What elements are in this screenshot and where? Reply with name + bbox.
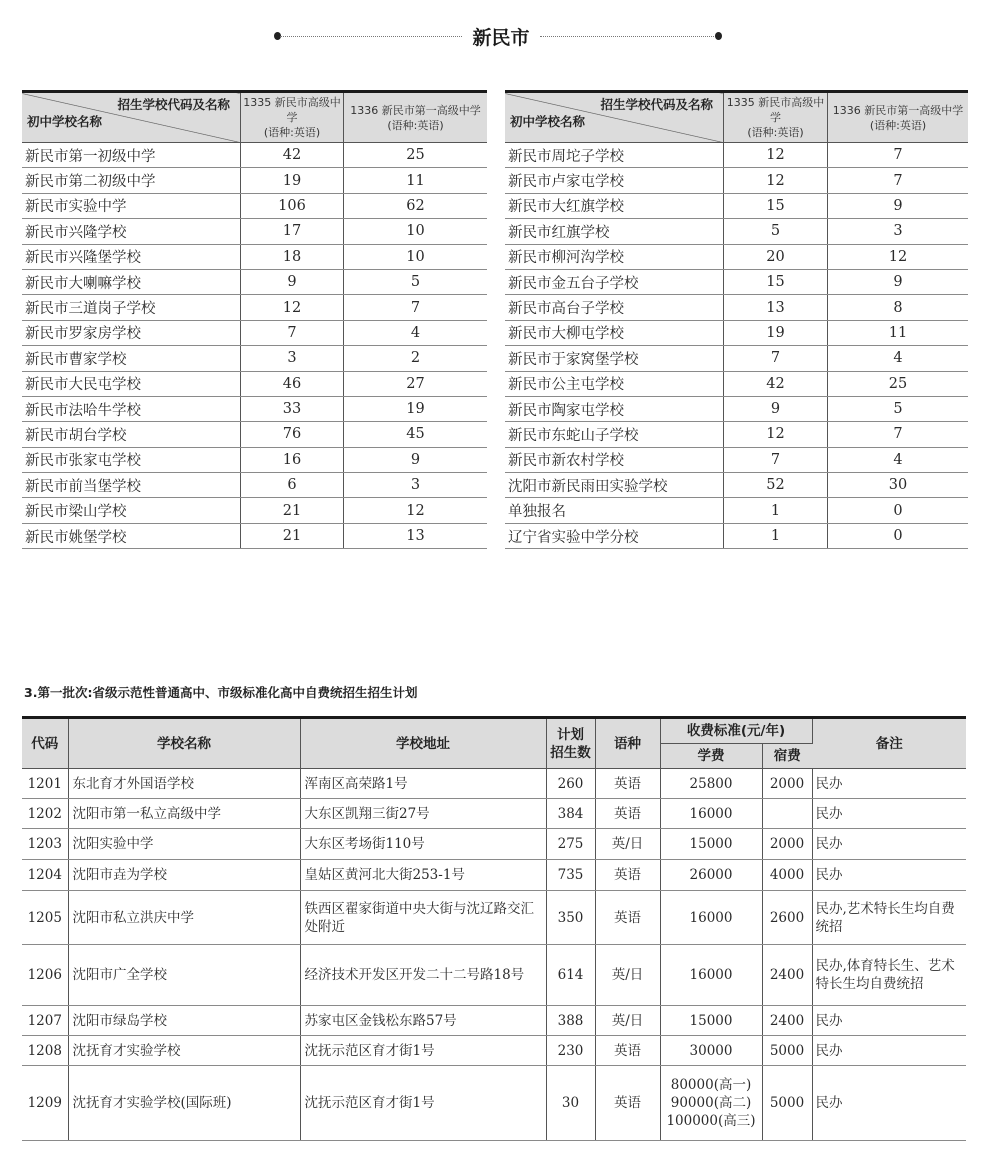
table-row (22, 371, 487, 396)
table-row (22, 769, 966, 799)
language-cell: 英/日 (595, 945, 660, 1006)
table-row (22, 860, 966, 891)
table-row (22, 447, 487, 472)
school-name-cell: 新民市周坨子学校 (505, 143, 724, 168)
header-junior-school: 初中学校名称 (510, 114, 586, 129)
remark-cell: 民办 (812, 1066, 966, 1141)
table-row (22, 799, 966, 829)
language-cell: 英语 (595, 769, 660, 799)
quota-1336-cell: 11 (344, 168, 488, 193)
quota-1336-cell: 12 (828, 244, 969, 269)
address-cell: 沈抚示范区育才街1号 (300, 1036, 546, 1066)
table-row (22, 473, 487, 498)
quota-1336-cell: 7 (828, 143, 969, 168)
quota-1335-cell: 3 (241, 346, 344, 371)
header-junior-school: 初中学校名称 (27, 114, 103, 129)
school-name-cell: 新民市于家窝堡学校 (505, 346, 724, 371)
quota-1336-cell: 10 (344, 244, 488, 269)
table-row (22, 498, 487, 523)
school-name-cell: 新民市新农村学校 (505, 447, 724, 472)
quota-1336-cell: 30 (828, 473, 969, 498)
enrollment-table-right (505, 90, 968, 549)
table-row (22, 422, 487, 447)
quota-1336-cell: 3 (828, 219, 969, 244)
table-row (22, 193, 487, 218)
school-name-cell: 新民市前当堡学校 (22, 473, 241, 498)
quota-1336-cell: 5 (344, 269, 488, 294)
quota-1335-cell: 5 (724, 219, 828, 244)
quota-1335-cell: 16 (241, 447, 344, 472)
table-row (22, 829, 966, 860)
table-row (22, 295, 487, 320)
school-name-cell: 单独报名 (505, 498, 724, 523)
quota-1335-cell: 13 (724, 295, 828, 320)
school-name-cell: 沈抚育才实验学校(国际班) (68, 1066, 300, 1141)
tuition-value: 15000 (689, 836, 733, 852)
plan-count-cell: 230 (546, 1036, 595, 1066)
header-dorm: 宿费 (762, 744, 812, 769)
table-row (22, 269, 487, 294)
quota-1336-cell: 8 (828, 295, 969, 320)
table-row (505, 219, 968, 244)
language-cell: 英语 (595, 1036, 660, 1066)
quota-1336-cell: 0 (828, 523, 969, 548)
diagonal-header-cell (505, 92, 724, 143)
plan-count-cell: 735 (546, 860, 595, 891)
school-name-cell: 新民市胡台学校 (22, 422, 241, 447)
dorm-fee-cell: 2400 (762, 945, 812, 1006)
header-plan-line2: 招生数 (550, 744, 591, 761)
school-name-cell: 新民市梁山学校 (22, 498, 241, 523)
remark-cell: 民办 (812, 860, 966, 891)
quota-1336-cell: 4 (344, 320, 488, 345)
table-row (505, 396, 968, 421)
language-cell: 英语 (595, 891, 660, 945)
quota-1336-cell: 7 (344, 295, 488, 320)
dotted-divider (540, 36, 716, 37)
school-name-cell: 新民市第一初级中学 (22, 143, 241, 168)
quota-1335-cell: 76 (241, 422, 344, 447)
quota-1336-cell: 10 (344, 219, 488, 244)
school-name-cell: 沈阳市私立洪庆中学 (68, 891, 300, 945)
dorm-fee-cell: 2000 (762, 769, 812, 799)
school-name-cell: 沈阳市第一私立高级中学 (68, 799, 300, 829)
address-cell: 苏家屯区金钱松东路57号 (300, 1006, 546, 1036)
table-row (505, 143, 968, 168)
quota-1336-cell: 11 (828, 320, 969, 345)
dorm-fee-cell: 2400 (762, 1006, 812, 1036)
school-name-cell: 沈阳市广全学校 (68, 945, 300, 1006)
header-1336-name: 1336 新民市第一高级中学 (350, 103, 481, 117)
table-row (22, 1036, 966, 1066)
school-name-cell: 新民市曹家学校 (22, 346, 241, 371)
school-name-cell: 新民市陶家屯学校 (505, 396, 724, 421)
quota-1336-cell: 13 (344, 523, 488, 548)
plan-count-cell: 614 (546, 945, 595, 1006)
code-cell: 1208 (22, 1036, 68, 1066)
quota-1336-cell: 25 (344, 143, 488, 168)
dorm-fee-cell: 2000 (762, 829, 812, 860)
remark-cell: 民办 (812, 799, 966, 829)
quota-1335-cell: 17 (241, 219, 344, 244)
plan-count-cell: 30 (546, 1066, 595, 1141)
address-cell: 皇姑区黄河北大街253-1号 (300, 860, 546, 891)
table-row (22, 168, 487, 193)
school-name-cell: 新民市大红旗学校 (505, 193, 724, 218)
quota-1336-cell: 19 (344, 396, 488, 421)
tuition-cell (660, 1066, 762, 1141)
address-cell: 大东区考场街110号 (300, 829, 546, 860)
code-cell: 1205 (22, 891, 68, 945)
remark-cell: 民办,体育特长生、艺术特长生均自费统招 (812, 945, 966, 1006)
plan-count-cell: 388 (546, 1006, 595, 1036)
header-recruiting-school: 招生学校代码及名称 (600, 97, 713, 112)
table-row (22, 396, 487, 421)
quota-1336-cell: 7 (828, 422, 969, 447)
tuition-cell (660, 945, 762, 1006)
table-row (22, 945, 966, 1006)
school-name-cell: 新民市大民屯学校 (22, 371, 241, 396)
remark-cell: 民办 (812, 1036, 966, 1066)
header-1336-language: (语种:英语) (869, 118, 927, 132)
quota-1335-cell: 21 (241, 523, 344, 548)
quota-1335-cell: 6 (241, 473, 344, 498)
table-row (505, 193, 968, 218)
tuition-value: 25800 (689, 775, 733, 792)
school-name-cell: 东北育才外国语学校 (68, 769, 300, 799)
table-row (22, 320, 487, 345)
language-cell: 英语 (595, 799, 660, 829)
quota-1335-cell: 7 (241, 320, 344, 345)
tuition-value: 100000(高三) (666, 1113, 756, 1129)
quota-1336-cell: 3 (344, 473, 488, 498)
school-name-cell: 新民市红旗学校 (505, 219, 724, 244)
code-cell: 1206 (22, 945, 68, 1006)
remark-cell: 民办 (812, 1006, 966, 1036)
header-1336-name: 1336 新民市第一高级中学 (832, 103, 964, 117)
school-name-cell: 沈阳市垚为学校 (68, 860, 300, 891)
table-row (22, 143, 487, 168)
header-fee-group: 收费标准(元/年) (660, 718, 812, 744)
language-cell: 英/日 (595, 829, 660, 860)
bullet-dot-icon (715, 32, 722, 40)
address-cell: 经济技术开发区开发二十二号路18号 (300, 945, 546, 1006)
tuition-cell (660, 891, 762, 945)
school-name-cell: 沈阳市新民雨田实验学校 (505, 473, 724, 498)
table-row (505, 168, 968, 193)
tuition-cell (660, 860, 762, 891)
code-cell: 1209 (22, 1066, 68, 1141)
header-1336 (344, 92, 488, 143)
quota-1335-cell: 9 (724, 396, 828, 421)
tuition-cell (660, 1036, 762, 1066)
quota-1336-cell: 27 (344, 371, 488, 396)
dotted-divider (280, 36, 462, 37)
school-name-cell: 新民市兴隆学校 (22, 219, 241, 244)
table-row (505, 473, 968, 498)
tuition-value: 16000 (689, 909, 733, 926)
code-cell: 1207 (22, 1006, 68, 1036)
school-name-cell: 新民市兴隆堡学校 (22, 244, 241, 269)
quota-1336-cell: 4 (828, 346, 969, 371)
address-cell: 浑南区高荣路1号 (300, 769, 546, 799)
school-name-cell: 沈阳市绿岛学校 (68, 1006, 300, 1036)
header-plan (546, 718, 595, 769)
plan-count-cell: 384 (546, 799, 595, 829)
header-1336-language: (语种:英语) (387, 118, 444, 132)
header-1336 (828, 92, 969, 143)
table-row (505, 346, 968, 371)
table-row (22, 523, 487, 548)
dorm-fee-cell: 5000 (762, 1036, 812, 1066)
remark-cell: 民办,艺术特长生均自费统招 (812, 891, 966, 945)
school-name-cell: 新民市柳河沟学校 (505, 244, 724, 269)
plan-count-cell: 275 (546, 829, 595, 860)
dorm-fee-cell (762, 799, 812, 829)
tuition-value: 26000 (689, 867, 733, 883)
header-plan-line1: 计划 (557, 726, 584, 743)
quota-1336-cell: 5 (828, 396, 969, 421)
header-code: 代码 (22, 718, 68, 769)
header-remark: 备注 (812, 718, 966, 769)
quota-1336-cell: 45 (344, 422, 488, 447)
quota-1335-cell: 20 (724, 244, 828, 269)
address-cell: 沈抚示范区育才街1号 (300, 1066, 546, 1141)
quota-1335-cell: 46 (241, 371, 344, 396)
page-title: 新民市 (472, 27, 530, 49)
table-row (505, 498, 968, 523)
language-cell: 英语 (595, 1066, 660, 1141)
table-row (505, 371, 968, 396)
diagonal-header-cell (22, 92, 241, 143)
quota-1335-cell: 1 (724, 523, 828, 548)
tuition-value: 80000(高一) (670, 1077, 752, 1093)
table-row (505, 422, 968, 447)
table-row (22, 346, 487, 371)
quota-1335-cell: 15 (724, 269, 828, 294)
table-header-row (22, 92, 487, 143)
quota-1335-cell: 12 (724, 168, 828, 193)
header-1335 (241, 92, 344, 143)
header-language: 语种 (595, 718, 660, 769)
tuition-cell (660, 769, 762, 799)
language-cell: 英/日 (595, 1006, 660, 1036)
school-name-cell: 新民市第二初级中学 (22, 168, 241, 193)
table-row (505, 269, 968, 294)
school-name-cell: 新民市公主屯学校 (505, 371, 724, 396)
plan-count-cell: 260 (546, 769, 595, 799)
code-cell: 1201 (22, 769, 68, 799)
table-row (505, 447, 968, 472)
header-1335-name: 1335 新民市高级中学 (726, 96, 825, 124)
table-row (22, 244, 487, 269)
quota-1335-cell: 42 (724, 371, 828, 396)
quota-1335-cell: 19 (241, 168, 344, 193)
school-name-cell: 新民市实验中学 (22, 193, 241, 218)
header-address: 学校地址 (300, 718, 546, 769)
school-name-cell: 新民市张家屯学校 (22, 447, 241, 472)
table-header-row (505, 92, 968, 143)
school-name-cell: 新民市三道岗子学校 (22, 295, 241, 320)
header-1335-language: (语种:英语) (263, 126, 321, 139)
page-title-bar (270, 22, 722, 50)
quota-1336-cell: 25 (828, 371, 969, 396)
tuition-cell (660, 829, 762, 860)
school-name-cell: 沈阳实验中学 (68, 829, 300, 860)
tuition-cell (660, 799, 762, 829)
quota-1335-cell: 1 (724, 498, 828, 523)
remark-cell: 民办 (812, 829, 966, 860)
table-row (505, 244, 968, 269)
quota-1335-cell: 42 (241, 143, 344, 168)
quota-1336-cell: 4 (828, 447, 969, 472)
school-name-cell: 新民市大喇嘛学校 (22, 269, 241, 294)
quota-1335-cell: 21 (241, 498, 344, 523)
dorm-fee-cell: 2600 (762, 891, 812, 945)
quota-1335-cell: 19 (724, 320, 828, 345)
table-row (22, 219, 487, 244)
table-row (505, 320, 968, 345)
quota-1336-cell: 9 (828, 269, 969, 294)
dorm-fee-cell: 4000 (762, 860, 812, 891)
enrollment-table-left (22, 90, 487, 549)
quota-1336-cell: 9 (828, 193, 969, 218)
tuition-value: 16000 (689, 805, 733, 822)
school-name-cell: 新民市金五台子学校 (505, 269, 724, 294)
school-name-cell: 新民市罗家房学校 (22, 320, 241, 345)
quota-1336-cell: 9 (344, 447, 488, 472)
school-name-cell: 新民市高台子学校 (505, 295, 724, 320)
code-cell: 1204 (22, 860, 68, 891)
table-row (22, 1066, 966, 1141)
plan-count-cell: 350 (546, 891, 595, 945)
quota-1335-cell: 15 (724, 193, 828, 218)
school-name-cell: 辽宁省实验中学分校 (505, 523, 724, 548)
tuition-cell (660, 1006, 762, 1036)
header-1335-name: 1335 新民市高级中学 (243, 96, 341, 124)
header-1335 (724, 92, 828, 143)
address-cell: 铁西区翟家街道中央大街与沈辽路交汇处附近 (300, 891, 546, 945)
section-title: 3.第一批次:省级示范性普通高中、市级标准化高中自费统招生招生计划 (24, 685, 418, 700)
header-recruiting-school: 招生学校代码及名称 (117, 97, 230, 112)
self-funded-plan-table (22, 716, 966, 1141)
school-name-cell: 新民市法哈牛学校 (22, 396, 241, 421)
tuition-value: 90000(高二) (670, 1095, 752, 1111)
quota-1335-cell: 9 (241, 269, 344, 294)
school-name-cell: 新民市大柳屯学校 (505, 320, 724, 345)
school-name-cell: 新民市卢家屯学校 (505, 168, 724, 193)
quota-1336-cell: 0 (828, 498, 969, 523)
code-cell: 1203 (22, 829, 68, 860)
code-cell: 1202 (22, 799, 68, 829)
language-cell: 英语 (595, 860, 660, 891)
dorm-fee-cell: 5000 (762, 1066, 812, 1141)
table-header-row (22, 718, 966, 744)
quota-1336-cell: 12 (344, 498, 488, 523)
quota-1335-cell: 12 (724, 422, 828, 447)
header-1335-language: (语种:英语) (747, 126, 804, 139)
quota-1335-cell: 12 (241, 295, 344, 320)
table-row (22, 891, 966, 945)
quota-1335-cell: 7 (724, 346, 828, 371)
tuition-value: 16000 (689, 967, 733, 983)
quota-1336-cell: 7 (828, 168, 969, 193)
tuition-value: 30000 (689, 1042, 733, 1059)
tuition-value: 15000 (689, 1012, 733, 1029)
school-name-cell: 沈抚育才实验学校 (68, 1036, 300, 1066)
address-cell: 大东区凯翔三街27号 (300, 799, 546, 829)
quota-1335-cell: 52 (724, 473, 828, 498)
table-row (505, 295, 968, 320)
quota-1335-cell: 7 (724, 447, 828, 472)
remark-cell: 民办 (812, 769, 966, 799)
quota-1335-cell: 18 (241, 244, 344, 269)
table-row (22, 1006, 966, 1036)
table-row (505, 523, 968, 548)
header-school-name: 学校名称 (68, 718, 300, 769)
quota-1336-cell: 2 (344, 346, 488, 371)
quota-1336-cell: 62 (344, 193, 488, 218)
school-name-cell: 新民市姚堡学校 (22, 523, 241, 548)
quota-1335-cell: 12 (724, 143, 828, 168)
header-tuition: 学费 (660, 744, 762, 769)
school-name-cell: 新民市东蛇山子学校 (505, 422, 724, 447)
quota-1335-cell: 106 (241, 193, 344, 218)
quota-1335-cell: 33 (241, 396, 344, 421)
